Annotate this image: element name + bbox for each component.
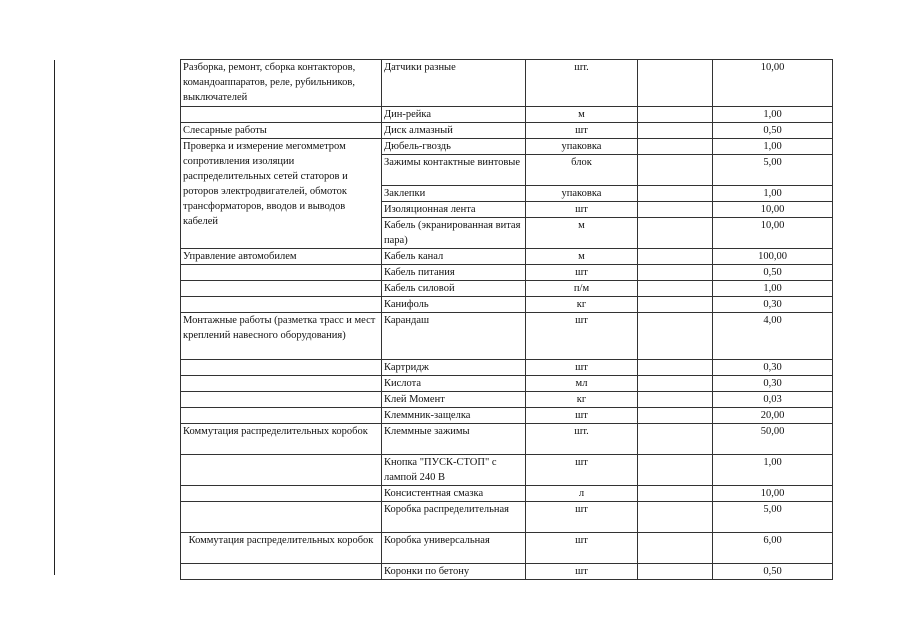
- extra-cell: [638, 360, 713, 376]
- work-cell: [181, 360, 382, 376]
- material-cell: Кислота: [382, 376, 526, 392]
- unit-cell: шт.: [526, 424, 638, 455]
- table-row: [181, 533, 833, 564]
- table-row: [181, 502, 833, 533]
- qty-cell: 1,00: [713, 107, 833, 123]
- work-cell: [181, 502, 382, 533]
- qty-cell: 1,00: [713, 186, 833, 202]
- unit-cell: упаковка: [526, 186, 638, 202]
- work-cell: [181, 281, 382, 297]
- extra-cell: [638, 392, 713, 408]
- material-cell: Датчики разные: [382, 60, 526, 107]
- qty-cell: 10,00: [713, 486, 833, 502]
- extra-cell: [638, 313, 713, 360]
- table-row: [181, 107, 833, 123]
- unit-cell: упаковка: [526, 139, 638, 155]
- table-row: [181, 424, 833, 455]
- unit-cell: мл: [526, 376, 638, 392]
- unit-cell: м: [526, 249, 638, 265]
- qty-cell: 100,00: [713, 249, 833, 265]
- table-row: [181, 297, 833, 313]
- qty-cell: 1,00: [713, 281, 833, 297]
- unit-cell: м: [526, 218, 638, 249]
- table-row: [181, 281, 833, 297]
- unit-cell: шт: [526, 564, 638, 580]
- work-cell: Проверка и измерение мегомметром сопротивления изоляции распределительных сетей статоров и роторов электродвигателей, обмоток трансформаторов, вводов и выводов кабелей: [181, 139, 382, 249]
- unit-cell: п/м: [526, 281, 638, 297]
- extra-cell: [638, 265, 713, 281]
- extra-cell: [638, 533, 713, 564]
- qty-cell: 0,30: [713, 376, 833, 392]
- qty-cell: 4,00: [713, 313, 833, 360]
- qty-cell: 0,30: [713, 297, 833, 313]
- material-cell: Изоляционная лента: [382, 202, 526, 218]
- material-cell: Клеммник-защелка: [382, 408, 526, 424]
- material-cell: Кнопка "ПУСК-СТОП" с лампой 240 В: [382, 455, 526, 486]
- table-row: [181, 123, 833, 139]
- extra-cell: [638, 376, 713, 392]
- material-cell: Заклепки: [382, 186, 526, 202]
- unit-cell: шт: [526, 455, 638, 486]
- qty-cell: 0,50: [713, 123, 833, 139]
- work-cell: Коммутация распределительных коробок: [181, 424, 382, 455]
- material-cell: Коронки по бетону: [382, 564, 526, 580]
- qty-cell: 50,00: [713, 424, 833, 455]
- qty-cell: 5,00: [713, 502, 833, 533]
- unit-cell: шт: [526, 202, 638, 218]
- table-row: [181, 455, 833, 486]
- unit-cell: кг: [526, 297, 638, 313]
- unit-cell: кг: [526, 392, 638, 408]
- work-cell: [181, 107, 382, 123]
- material-cell: Консистентная смазка: [382, 486, 526, 502]
- work-cell: [181, 486, 382, 502]
- unit-cell: шт: [526, 502, 638, 533]
- material-cell: Канифоль: [382, 297, 526, 313]
- qty-cell: 0,03: [713, 392, 833, 408]
- extra-cell: [638, 60, 713, 107]
- table-row: [181, 392, 833, 408]
- unit-cell: шт: [526, 123, 638, 139]
- qty-cell: 10,00: [713, 218, 833, 249]
- extra-cell: [638, 564, 713, 580]
- work-cell: [181, 564, 382, 580]
- qty-cell: 1,00: [713, 139, 833, 155]
- material-cell: Кабель питания: [382, 265, 526, 281]
- extra-cell: [638, 297, 713, 313]
- qty-cell: 10,00: [713, 202, 833, 218]
- extra-cell: [638, 202, 713, 218]
- material-cell: Коробка универсальная: [382, 533, 526, 564]
- material-cell: Клеммные зажимы: [382, 424, 526, 455]
- qty-cell: 6,00: [713, 533, 833, 564]
- material-cell: Коробка распределительная: [382, 502, 526, 533]
- extra-cell: [638, 486, 713, 502]
- extra-cell: [638, 408, 713, 424]
- work-cell: Коммутация распределительных коробок: [181, 533, 382, 564]
- unit-cell: шт: [526, 360, 638, 376]
- work-cell: [181, 297, 382, 313]
- page-margin-line: [54, 60, 55, 575]
- work-cell: [181, 408, 382, 424]
- unit-cell: шт: [526, 408, 638, 424]
- qty-cell: 5,00: [713, 155, 833, 186]
- qty-cell: 20,00: [713, 408, 833, 424]
- table-row: [181, 486, 833, 502]
- extra-cell: [638, 455, 713, 486]
- table-row: [181, 564, 833, 580]
- table-row: [181, 249, 833, 265]
- extra-cell: [638, 281, 713, 297]
- extra-cell: [638, 249, 713, 265]
- work-cell: Разборка, ремонт, сборка контакторов, командоаппаратов, реле, рубильников, выключателей: [181, 60, 382, 107]
- unit-cell: шт: [526, 265, 638, 281]
- extra-cell: [638, 155, 713, 186]
- table-row: [181, 265, 833, 281]
- table-row: [181, 408, 833, 424]
- qty-cell: 10,00: [713, 60, 833, 107]
- work-cell: [181, 265, 382, 281]
- work-cell: Монтажные работы (разметка трасс и мест креплений навесного оборудования): [181, 313, 382, 360]
- extra-cell: [638, 502, 713, 533]
- work-cell: [181, 376, 382, 392]
- material-cell: Клей Момент: [382, 392, 526, 408]
- extra-cell: [638, 107, 713, 123]
- unit-cell: шт: [526, 313, 638, 360]
- material-cell: Дюбель-гвоздь: [382, 139, 526, 155]
- extra-cell: [638, 218, 713, 249]
- qty-cell: 0,50: [713, 564, 833, 580]
- unit-cell: м: [526, 107, 638, 123]
- table-row: [181, 313, 833, 360]
- extra-cell: [638, 139, 713, 155]
- material-cell: Кабель (экранированная витая пара): [382, 218, 526, 249]
- qty-cell: 0,50: [713, 265, 833, 281]
- material-cell: Кабель канал: [382, 249, 526, 265]
- qty-cell: 1,00: [713, 455, 833, 486]
- work-cell: [181, 455, 382, 486]
- material-cell: Картридж: [382, 360, 526, 376]
- material-cell: Зажимы контактные винтовые: [382, 155, 526, 186]
- unit-cell: шт: [526, 533, 638, 564]
- unit-cell: шт.: [526, 60, 638, 107]
- table-row: [181, 139, 833, 155]
- material-cell: Дин-рейка: [382, 107, 526, 123]
- extra-cell: [638, 123, 713, 139]
- table-row: [181, 360, 833, 376]
- qty-cell: 0,30: [713, 360, 833, 376]
- work-cell: Слесарные работы: [181, 123, 382, 139]
- table-row: [181, 60, 833, 107]
- unit-cell: л: [526, 486, 638, 502]
- work-cell: [181, 392, 382, 408]
- extra-cell: [638, 424, 713, 455]
- material-cell: Кабель силовой: [382, 281, 526, 297]
- table-row: [181, 376, 833, 392]
- unit-cell: блок: [526, 155, 638, 186]
- materials-table: [180, 59, 833, 580]
- work-cell: Управление автомобилем: [181, 249, 382, 265]
- material-cell: Карандаш: [382, 313, 526, 360]
- extra-cell: [638, 186, 713, 202]
- material-cell: Диск алмазный: [382, 123, 526, 139]
